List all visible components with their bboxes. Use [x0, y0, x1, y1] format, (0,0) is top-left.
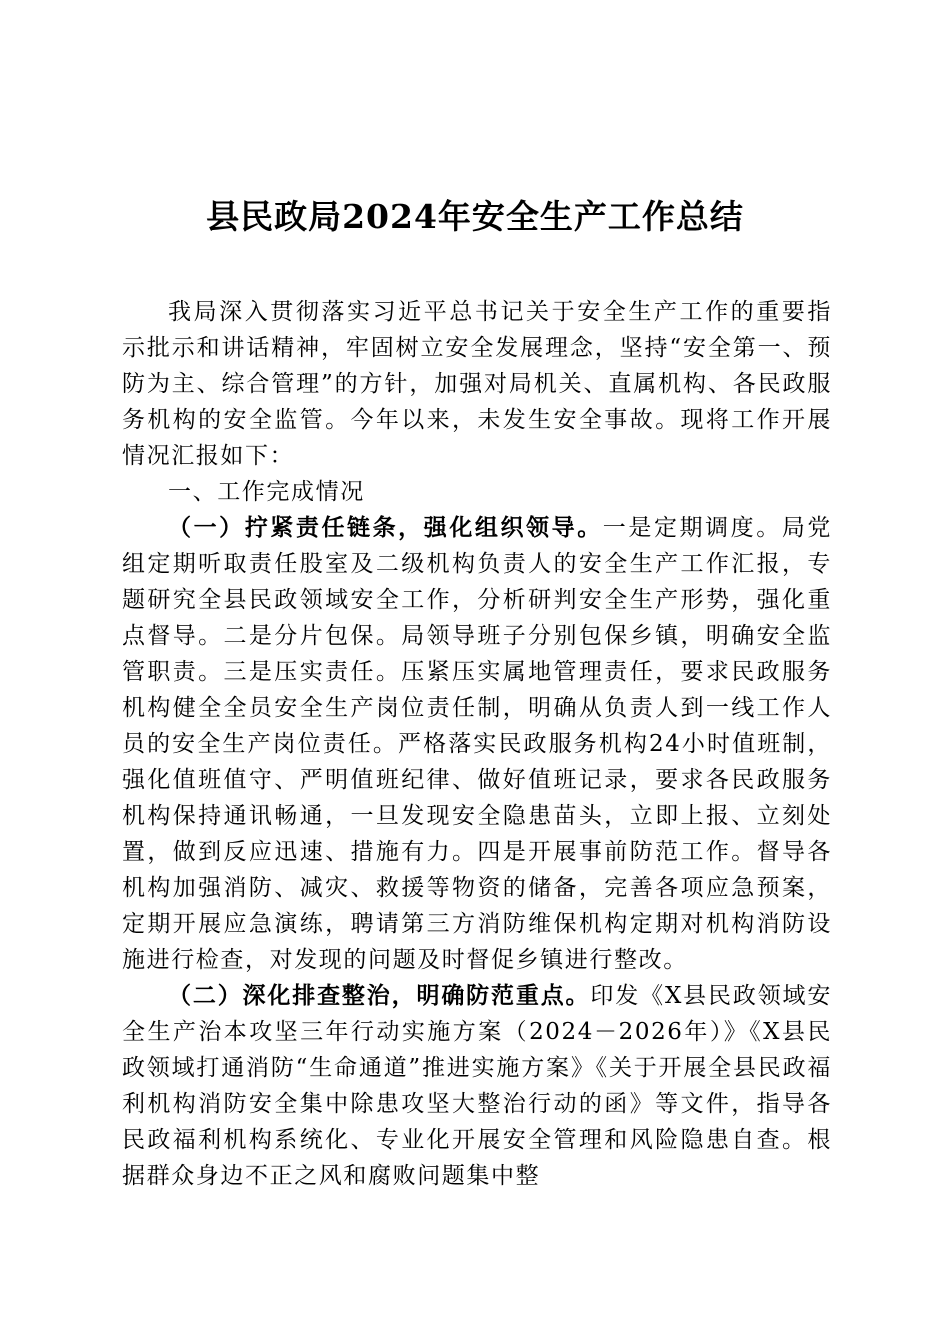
subsection-1-paragraph: [122, 510, 832, 978]
intro-paragraph: 我局深入贯彻落实习近平总书记关于安全生产工作的重要指示批示和讲话精神，牢固树立安全发展理念，坚持“安全第一、预防为主、综合管理”的方针，加强对局机关、直属机构、各民政服务机构的安全监管。今年以来，未发生安全事故。现将工作开展情况汇报如下：: [122, 299, 832, 469]
subsection-2-lead: （二）深化排查整治，明确防范重点。: [168, 982, 591, 1009]
document-body: [122, 294, 832, 1194]
subsection-1-text: 一是定期调度。局党组定期听取责任股室及二级机构负责人的安全生产工作汇报，专题研究全县民政领域安全工作，分析研判安全生产形势，强化重点督导。二是分片包保。局领导班子分别包保乡镇，明确安全监管职责。三是压实责任。压紧压实属地管理责任，要求民政服务机构健全全员安全生产岗位责任制，明确从负责人到一线工作人员的安全生产岗位责任。严格落实民政服务机构24小时值班制，强化值班值守、严明值班纪律、做好值班记录，要求各民政服务机构保持通讯畅通，一旦发现安全隐患苗头，立即上报、立刻处置，做到反应迅速、措施有力。四是开展事前防范工作。督导各机构加强消防、减灾、救援等物资的储备，完善各项应急预案，定期开展应急演练，聘请第三方消防维保机构定期对机构消防设施进行检查，对发现的问题及时督促乡镇进行整改。: [122, 515, 833, 973]
document-title: 县民政局2024年安全生产工作总结: [206, 197, 744, 236]
subsection-2-paragraph: [122, 978, 832, 1194]
section-heading: 一、工作完成情况: [168, 479, 365, 505]
subsection-2-text: 印发《X县民政领域安全生产治本攻坚三年行动实施方案（2024－2026年）》《X县民政领域打通消防“生命通道”推进实施方案》《关于开展全县民政福利机构消防安全集中除患攻坚大整治行动的函》等文件，指导各民政福利机构系统化、专业化开展安全管理和风险隐患自查。根据群众身边不正之风和腐败问题集中整: [122, 983, 833, 1189]
subsection-1-lead: （一）拧紧责任链条，强化组织领导。: [168, 514, 603, 541]
